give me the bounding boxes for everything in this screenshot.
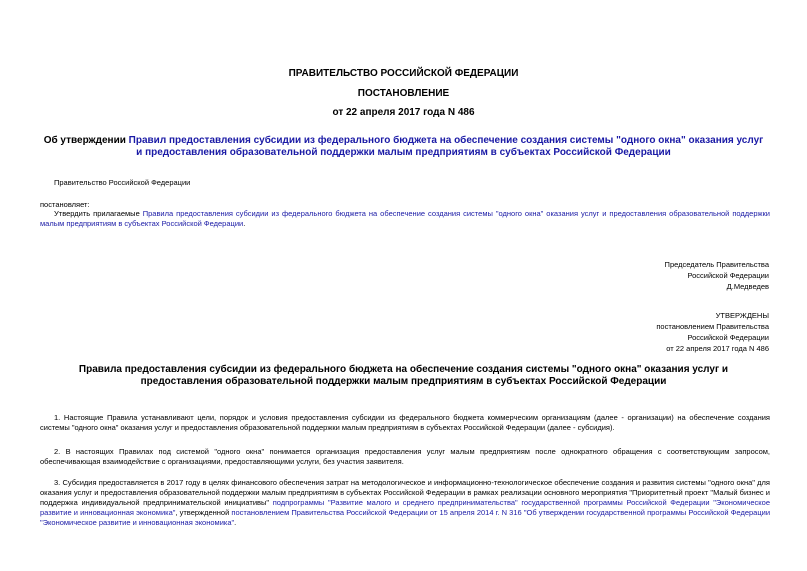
signature-name: Д.Медведев [726, 282, 769, 291]
paragraph-3-text-b: , утвержденной [175, 508, 232, 517]
signature-position: Председатель Правительства [664, 260, 769, 269]
approve-paragraph [40, 209, 770, 229]
approved-label: УТВЕРЖДЕНЫ [715, 311, 769, 320]
government-line [40, 178, 770, 188]
rules-title: Правила предоставления субсидии из федерального бюджета на обеспечение создания системы "одного окна" оказания услуг и предоставления образовательной поддержки малым предприятиям в субъектах Российской Федерации [78, 364, 729, 387]
approved-date: от 22 апреля 2017 года N 486 [666, 344, 769, 353]
approved-block [560, 310, 769, 354]
subprogram-link[interactable]: подпрограммы "Развитие малого и среднего предпринимательства" государственной программы Российской Федерации "Экономическое развитие и инновационная экономика" [40, 498, 770, 517]
decree-title [40, 135, 767, 159]
title-rules-link[interactable]: Правил предоставления субсидии из федерального бюджета на обеспечение создания системы "одного окна" оказания услуг и предоставления образовательной поддержки малым предприятиям в субъектах Российской Федерации [128, 135, 764, 158]
paragraph-3-text-a: 3. Субсидия предоставляется в 2017 году в целях финансового обеспечения затрат на методологическое и информационно-технологическое обеспечение создания и развития системы "одного окна" для оказания услуг и предоставления образовательной поддержки малым предприятиям в субъектах Российской Федерации в рамках реализации основного мероприятия "Приоритетный проект "Малый бизнес и поддержка индивидуальной предпринимательской инициативы" [40, 478, 770, 507]
paragraph-1: 1. Настоящие Правила устанавливают цели, порядок и условия предоставления субсидии из федерального бюджета коммерческим организациям (далее - организации) на обеспечение создания системы "одного окна" оказания услуг и предоставления образовательной поддержки малым предприятиям в субъектах Российской Федерации (далее - субсидия). [40, 413, 770, 432]
signature-block [560, 259, 769, 292]
approved-country: Российской Федерации [687, 333, 769, 342]
government-text: Правительство Российской Федерации [54, 178, 191, 187]
paragraph-2: 2. В настоящих Правилах под системой "одного окна" понимается организация предоставления услуг малым предприятиям после однократного обращения с соответствующим запросом, обеспечивающая взаимодействие с организациями, предоставляющими услуги, без участия заявителя. [40, 447, 770, 466]
government-heading: ПРАВИТЕЛЬСТВО РОССИЙСКОЙ ФЕДЕРАЦИИ [288, 68, 519, 79]
doc-date-number: от 22 апреля 2017 года N 486 [332, 107, 475, 118]
resolution-316-link[interactable]: постановлением Правительства Российской Федерации от 15 апреля 2014 г. N 316 "Об утверждении государственной программы Российской Федерации "Экономическое развитие и инновационная экономика" [40, 508, 771, 527]
title-prefix: Об утверждении [43, 135, 129, 146]
decides-line: постановляет: [40, 200, 90, 209]
paragraph-3 [40, 478, 770, 528]
approve-suffix: . [243, 219, 246, 228]
approve-prefix: Утвердить прилагаемые [54, 209, 143, 218]
signature-country: Российской Федерации [687, 271, 769, 280]
approve-rules-link[interactable]: Правила предоставления субсидии из федерального бюджета на обеспечение создания системы "одного окна" оказания услуг и предоставления образовательной поддержки малым предприятиям в субъектах Российской Федерации [40, 209, 770, 228]
approved-by: постановлением Правительства [656, 322, 769, 331]
paragraph-3-text-c: . [234, 518, 237, 527]
doc-type-heading: ПОСТАНОВЛЕНИЕ [357, 88, 450, 99]
